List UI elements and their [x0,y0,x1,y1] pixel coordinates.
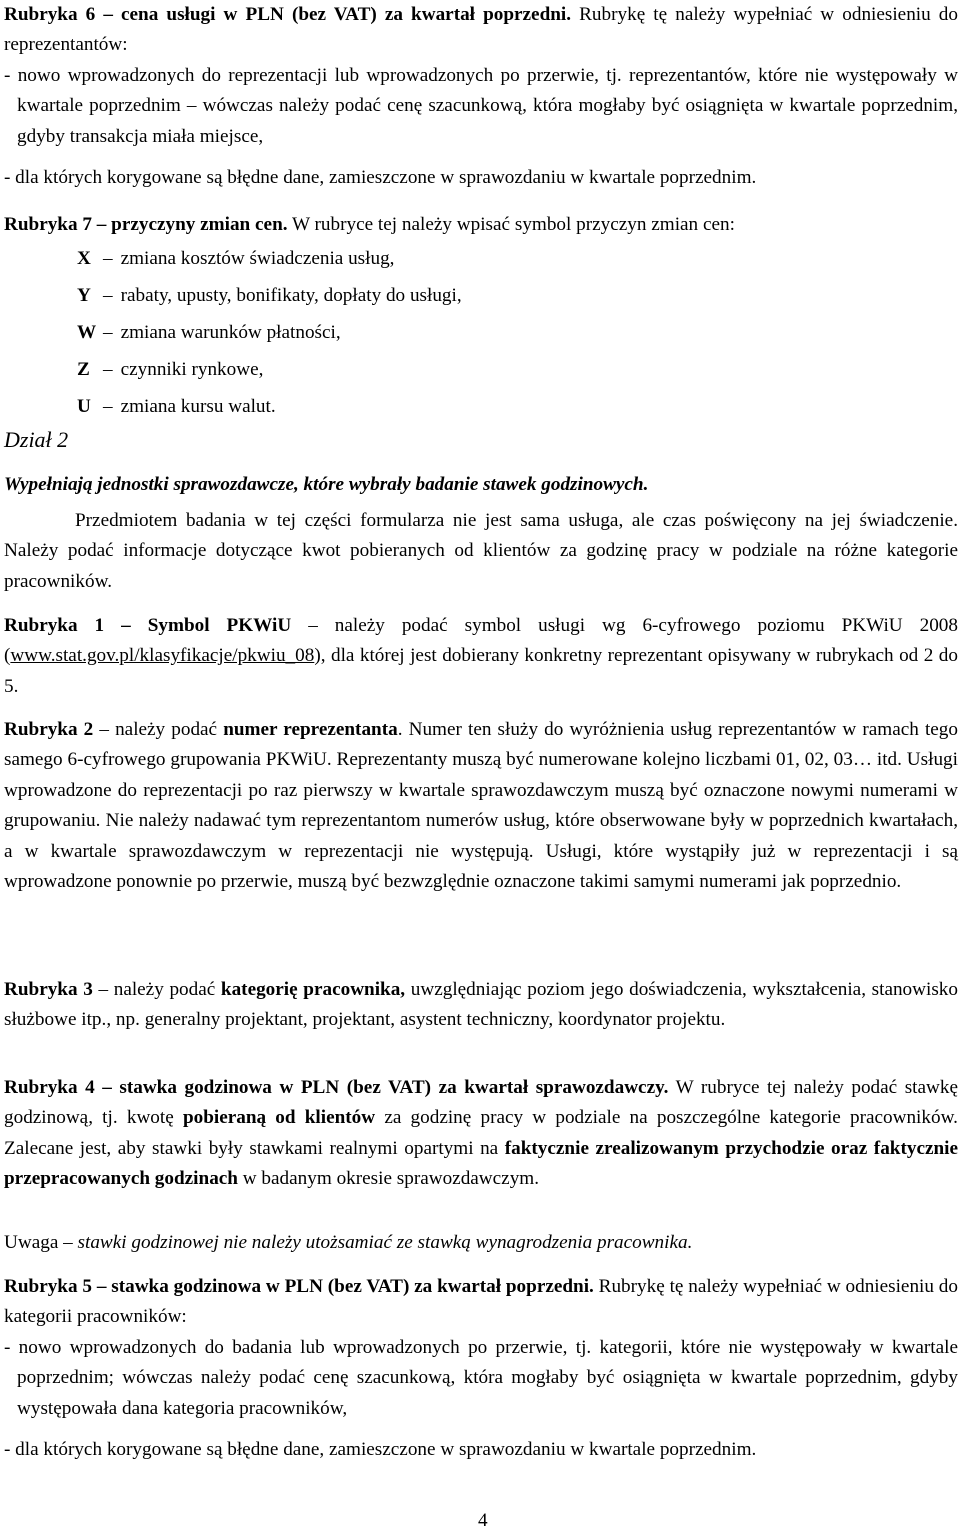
reason-u: U – zmiana kursu walut. [77,396,276,417]
rubryka-5-intro: Rubryka 5 – stawka godzinowa w PLN (bez VAT) za kwartał poprzedni. Rubrykę tę należy wypełniać w odniesieniu do kategorii pracowników: [4,1276,958,1328]
rubryka-1-heading: Rubryka 1 – Symbol PKWiU [4,615,292,636]
rubryka-2-heading: Rubryka 2 [4,719,94,740]
rubryka-5-item-1: - nowo wprowadzonych do badania lub wprowadzonych po przerwie, tj. kategorii, które nie występowały w kwartale poprzednim; wówczas należy podać cenę szacunkową, która mogłaby być osiągnięta w kwartale poprzednim, gdyby występowała dana kategoria pracowników, [4,1337,958,1419]
reason-y: Y – rabaty, upusty, bonifikaty, dopłaty do usługi, [77,285,462,306]
rubryka-5-heading: Rubryka 5 – stawka godzinowa w PLN (bez VAT) za kwartał poprzedni. [4,1276,594,1297]
rubryka-6-intro: Rubryka 6 – cena usługi w PLN (bez VAT) za kwartał poprzedni. Rubrykę tę należy wypełniać w odniesieniu do reprezentantów: [4,4,958,56]
rubryka-6-item-1: - nowo wprowadzonych do reprezentacji lub wprowadzonych po przerwie, tj. reprezentantów, które nie występowały w kwartale poprzednim – wówczas należy podać cenę szacunkową, która mogłaby być osiągnięta w kwartale poprzednim, gdyby transakcja miała miejsce, [4,65,958,147]
rubryka-2-paragraph: Rubryka 2 – należy podać numer reprezentanta. Numer ten służy do wyróżnienia usług reprezentantów w ramach tego samego 6-cyfrowego grupowania PKWiU. Reprezentanty muszą być numerowane kolejno liczbami 01, 02, 03… itd. Usługi wprowadzone do reprezentacji po raz pierwszy w kwartale sprawozdawczym muszą być oznaczone nowymi numerami w grupowaniu. Nie należy nadawać tym reprezentantom numerów usług, które obserwowane były w poprzednich kwartałach, a w kwartale sprawozdawczym w reprezentacji nie występują. Usługi, które wystąpiły już w reprezentacji i są wprowadzone ponownie po przerwie, muszą być bezwzględnie oznaczone takimi samymi numerami jak poprzednio. [4,719,958,893]
reason-z: Z – czynniki rynkowe, [77,359,264,380]
dzial-2-paragraph: Przedmiotem badania w tej części formularza nie jest sama usługa, ale czas poświęcony na jej świadczenie. Należy podać informacje dotyczące kwot pobieranych od klientów za godzinę pracy w podziale na różne kategorie pracowników. [4,510,958,592]
rubryka-7-intro: Rubryka 7 – przyczyny zmian cen. W rubryce tej należy wpisać symbol przyczyn zmian cen: [4,214,735,235]
rubryka-5-item-2: - dla których korygowane są błędne dane, zamieszczone w sprawozdaniu w kwartale poprzednim. [4,1439,757,1460]
rubryka-3-heading: Rubryka 3 [4,979,93,1000]
price-change-reasons-list [77,240,462,425]
dzial-2-subtitle: Wypełniają jednostki sprawozdawcze, które wybrały badanie stawek godzinowych. [4,474,649,495]
rubryka-3-paragraph: Rubryka 3 – należy podać kategorię pracownika, uwzględniając poziom jego doświadczenia, wykształcenia, stanowisko służbowe itp., np. generalny projektant, projektant, asystent techniczny, koordynator projektu. [4,979,958,1031]
reason-w: W – zmiana warunków płatności, [77,322,341,343]
rubryka-4-note: Uwaga – stawki godzinowej nie należy utożsamiać ze stawką wynagrodzenia pracownika. [4,1232,693,1253]
page-number: 4 [478,1510,488,1531]
rubryka-4-paragraph: Rubryka 4 – stawka godzinowa w PLN (bez VAT) za kwartał sprawozdawczy. W rubryce tej należy podać stawkę godzinową, tj. kwotę pobieraną od klientów za godzinę pracy w podziale na poszczególne kategorie pracowników. Zalecane jest, aby stawki były stawkami realnymi opartymi na faktycznie zrealizowanym przychodzie oraz faktycznie przepracowanych godzinach w badanym okresie sprawozdawczym. [4,1077,958,1190]
rubryka-6-item-2: - dla których korygowane są błędne dane, zamieszczone w sprawozdaniu w kwartale poprzednim. [4,167,757,188]
rubryka-4-heading: Rubryka 4 – stawka godzinowa w PLN (bez VAT) za kwartał sprawozdawczy. [4,1077,669,1098]
section-title-dzial-2: Dział 2 [4,427,69,452]
pkwiu-link[interactable]: www.stat.gov.pl/klasyfikacje/pkwiu_08 [10,645,315,667]
rubryka-1-paragraph: Rubryka 1 – Symbol PKWiU – należy podać symbol usługi wg 6-cyfrowego poziomu PKWiU 2008 (www.stat.gov.pl/klasyfikacje/pkwiu_08), dla której jest dobierany konkretny reprezentant opisywany w rubrykach od 2 do 5. [4,615,958,697]
rubryka-7-heading: Rubryka 7 – przyczyny zmian cen. [4,214,288,235]
rubryka-6-heading: Rubryka 6 – cena usługi w PLN (bez VAT) za kwartał poprzedni. [4,4,572,25]
reason-x: X – zmiana kosztów świadczenia usług, [77,248,395,269]
